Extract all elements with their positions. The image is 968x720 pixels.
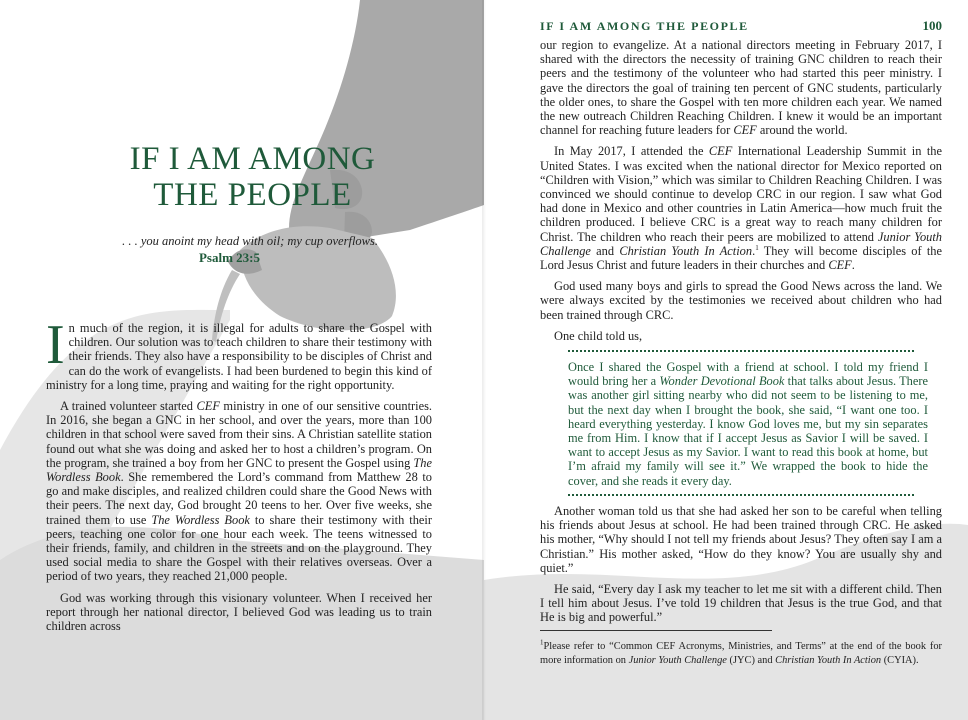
text-run-italic: The Wordless Book xyxy=(151,512,250,527)
paragraph-4: One child told us, xyxy=(554,328,643,343)
right-page xyxy=(484,0,968,720)
paragraph-2 xyxy=(46,399,432,584)
text-run-italic: CEF xyxy=(708,144,733,159)
chapter-title-line-2: THE PEOPLE xyxy=(153,177,352,213)
paragraph-1 xyxy=(540,38,942,137)
chapter-title-line-1: IF I AM AMONG xyxy=(129,141,376,177)
text-run: (JYC) and xyxy=(726,655,776,666)
text-run: (CYIA). xyxy=(881,655,919,666)
text-run: and xyxy=(590,243,620,258)
text-run-italic: Christian Youth In Action xyxy=(775,655,882,666)
text-run: International Leadership Summit in the United States. I was excited when the national director for Mexico reported on “Children with Vision,” which was similar to Children Reaching Children. I was convinced we should continue to develop CRC in our region. I saw what God had done in Mexico and other countries in Latin America—how much fruit the children produced. I believe CRC is a great way to reach many children for Christ. The children who reach their peers are mobilized to attend xyxy=(540,144,943,244)
text-run: A trained volunteer started xyxy=(60,399,197,414)
text-run-italic: Wonder Devotional Book xyxy=(659,374,785,389)
paragraph-2 xyxy=(540,144,942,272)
footnote-marker[interactable]: 1 xyxy=(755,243,759,252)
left-body-text xyxy=(46,314,433,640)
paragraph-6: He said, “Every day I ask my teacher to let me sit with a different child. Then I tell him about Jesus. I’ve told 19 children that Jesus is the true God, and that He is big and powerful.” xyxy=(540,581,942,625)
epigraph-reference: Psalm 23:5 xyxy=(198,250,260,265)
book-gutter xyxy=(482,0,486,720)
text-run: In May 2017, I attended the xyxy=(554,144,709,159)
paragraph-1-text: n much of the region, it is illegal for adults to share the Gospel with children. Our solution was to teach children to share their testimony with their friends. They also have a responsibility to be disciples of Christ and can do the work of evangelists. I had been burdened to begin this kind of ministry for a long time, praying and waiting for the right opportunity. xyxy=(46,321,432,392)
footnote-rule xyxy=(540,630,772,631)
text-run: Once I shared the Gospel with a friend at school. I told my friend I would bring her a xyxy=(568,360,928,389)
block-quote xyxy=(568,360,928,488)
text-run: our region to evangelize. At a national directors meeting in February 2017, I shared with the directors the necessity of training GNC children to reach their peers and the testimony of the volunteer who had started this peer ministry. I gave the directors the goal of training ten percent of GNC students, particularly the older ones, to share the Gospel with ten more children each year. We named the new outreach Children Reaching Children. I knew it would be an important channel for reaching future leaders for xyxy=(540,38,942,138)
quote-divider-top xyxy=(568,350,914,352)
text-run-italic: Junior Youth Challenge xyxy=(540,229,942,258)
text-run: . She remembered the Lord’s command from Matthew 28 to go and make disciples, and realized children could share the Good News with their peers. The next day, God brought 20 teens to her. Over five weeks, she trained them to use xyxy=(46,470,432,527)
right-body-text xyxy=(540,38,942,632)
text-run-italic: Junior Youth Challenge xyxy=(628,655,727,666)
text-run: . xyxy=(752,243,756,258)
paragraph-3: God used many boys and girls to spread the Good News across the land. We were always excited by the testimonies we received about children who had been trained through CRC. xyxy=(540,279,942,322)
text-run: that talks about Jesus. There was another girl sitting nearby who did not seem to be listening to me, but the next day when I brought the book, she said, “I want one too. I heard everything yesterday. I know God loves me, but my sin separates me from Him. I know that if I accept Jesus as Savior I will be saved. I want to accept Jesus as my Savior. I want to read this book at home, but I’m afraid my family will see it.” We wrapped the book to hide the cover, and she reads it every day. xyxy=(568,374,929,488)
text-run-italic: CEF xyxy=(828,258,852,273)
text-run-italic: CEF xyxy=(733,123,757,138)
epigraph-text: . . . you anoint my head with oil; my cup overflows. xyxy=(122,234,378,248)
text-run: They will become disciples of the Lord Jesus Christ and future leaders in their churches and xyxy=(540,243,942,273)
text-run-italic: Christian Youth In Action xyxy=(619,243,753,258)
running-head: IF I AM AMONG THE PEOPLE xyxy=(540,19,749,33)
drop-cap: I xyxy=(46,314,65,376)
text-run: Please refer to “Common CEF Acronyms, Ministries, and Terms” at the end of the book for more information on xyxy=(540,641,942,666)
quote-divider-bottom xyxy=(568,494,914,496)
text-run-italic: The Wordless Book xyxy=(46,455,432,485)
text-run: around the world. xyxy=(756,123,848,138)
footnote xyxy=(540,640,942,668)
paragraph-5: Another woman told us that she had asked her son to be careful when telling his friends about Jesus at school. He had been trained through CRC. He asked his mother, “Why should I not tell my friends about Jesus? They often say I am a Christian.” His mother asked, “How do they know? You are usually shy and quiet.” xyxy=(540,503,942,575)
text-run-italic: CEF xyxy=(196,399,220,414)
text-run: . xyxy=(851,258,855,273)
footnote-number: 1 xyxy=(540,638,544,647)
page-number: 100 xyxy=(922,18,942,33)
chapter-title xyxy=(100,141,405,213)
text-run: to share their testimony with their peers, teaching one color for one hour each week. The teens witnessed to their friends, family, and children in the streets and on the playground. They used social media to share the Gospel with their relatives overseas. Over a period of two years, they reached 21,000 people. xyxy=(46,512,432,584)
paragraph-3: God was working through this visionary volunteer. When I received her report through her national director, I believed God was leading us to train children across xyxy=(46,590,432,634)
paragraph-1 xyxy=(46,314,432,392)
text-run: ministry in one of our sensitive countries. In 2016, she began a GNC in her school, and over the years, more than 100 children in that school were saved from their sins. A Christian satellite station found out what she was doing and asked her to host a children’s program. On the program, she trained a boy from her GNC to present the Gospel using xyxy=(46,399,433,470)
